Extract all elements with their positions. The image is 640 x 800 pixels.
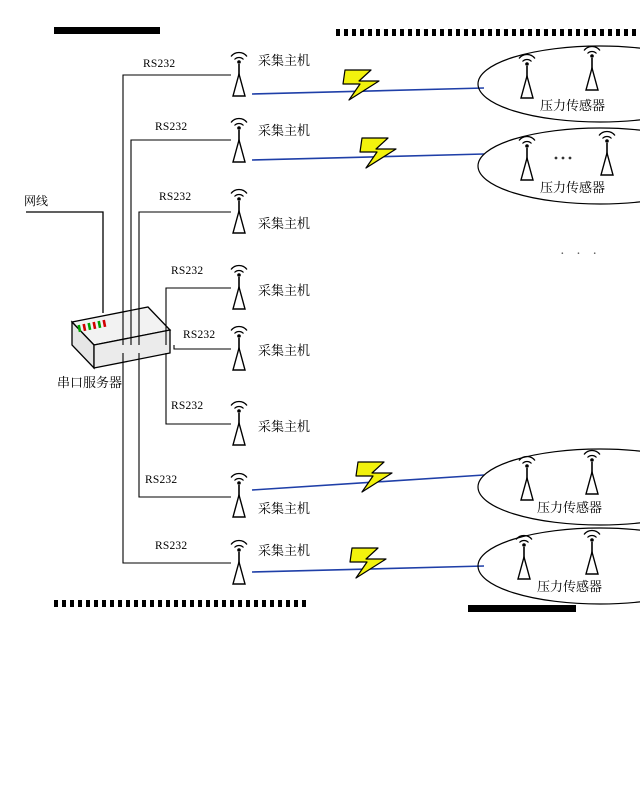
collector-host-label-1: 采集主机 (258, 53, 311, 68)
network-cable (26, 212, 103, 313)
antenna-icon-host-1 (231, 53, 247, 97)
antenna-icon-host-2 (231, 119, 247, 163)
lightning-icon-3 (356, 462, 392, 492)
antenna-icon-sensor-2b (599, 132, 615, 176)
collector-host-label-7: 采集主机 (258, 501, 311, 516)
lightning-icon-2 (360, 138, 396, 168)
antenna-icon-sensor-1b (584, 47, 600, 91)
rs232-label-7: RS232 (145, 474, 178, 486)
antenna-icon-host-5 (231, 327, 247, 371)
collector-host-label-8: 采集主机 (258, 543, 311, 558)
collector-host-label-5: 采集主机 (258, 343, 311, 358)
collector-host-label-6: 采集主机 (258, 419, 311, 434)
antenna-icon-sensor-3a (519, 457, 535, 501)
collector-host-label-3: 采集主机 (258, 216, 311, 231)
antenna-icon-host-6 (231, 402, 247, 446)
collector-host-icons (231, 53, 247, 585)
antenna-icon-sensor-4b (584, 531, 600, 575)
antenna-icon-host-7 (231, 474, 247, 518)
antenna-icon-host-4 (231, 266, 247, 310)
antenna-icon-sensor-1a (519, 55, 535, 99)
rs232-label-5: RS232 (183, 329, 216, 341)
serial-server-device (72, 307, 170, 368)
rs232-label-2: RS232 (155, 121, 188, 133)
antenna-icon-host-3 (231, 190, 247, 234)
collector-host-label-4: 采集主机 (258, 283, 311, 298)
wireless-link-2 (252, 154, 484, 160)
wireless-link-1 (252, 88, 484, 94)
rs232-label-6: RS232 (171, 400, 204, 412)
top-right-dotted-bar (336, 29, 636, 36)
collector-host-label-2: 采集主机 (258, 123, 311, 138)
rs232-line-5 (174, 345, 231, 349)
sensor-label-1: 压力传感器 (540, 98, 606, 113)
rs232-label-3: RS232 (159, 191, 192, 203)
rs232-label-4: RS232 (171, 265, 204, 277)
antenna-icon-sensor-3b (584, 451, 600, 495)
bottom-right-bar (468, 605, 576, 612)
sensor-label-4: 压力传感器 (537, 579, 603, 594)
top-left-bar (54, 27, 160, 34)
serial-server-label: 串口服务器 (57, 375, 123, 390)
sensor-label-2: 压力传感器 (540, 180, 606, 195)
network-cable-label: 网线 (24, 194, 49, 208)
antenna-icon-sensor-2a (519, 137, 535, 181)
bottom-left-dotted-bar (54, 600, 306, 607)
lightning-icon-1 (343, 70, 379, 100)
lightning-icon-4 (350, 548, 386, 578)
rs232-label-8: RS232 (155, 540, 188, 552)
rs232-line-6 (166, 353, 231, 424)
rs232-label-1: RS232 (143, 58, 176, 70)
antenna-icon-sensor-4a (516, 536, 532, 580)
antenna-icon-host-8 (231, 541, 247, 585)
sensor-label-3: 压力传感器 (537, 500, 603, 515)
rs232-bus-lines (123, 75, 231, 563)
sensor-groups (478, 46, 640, 604)
sensor-groups-ellipsis: · · · (560, 247, 601, 262)
